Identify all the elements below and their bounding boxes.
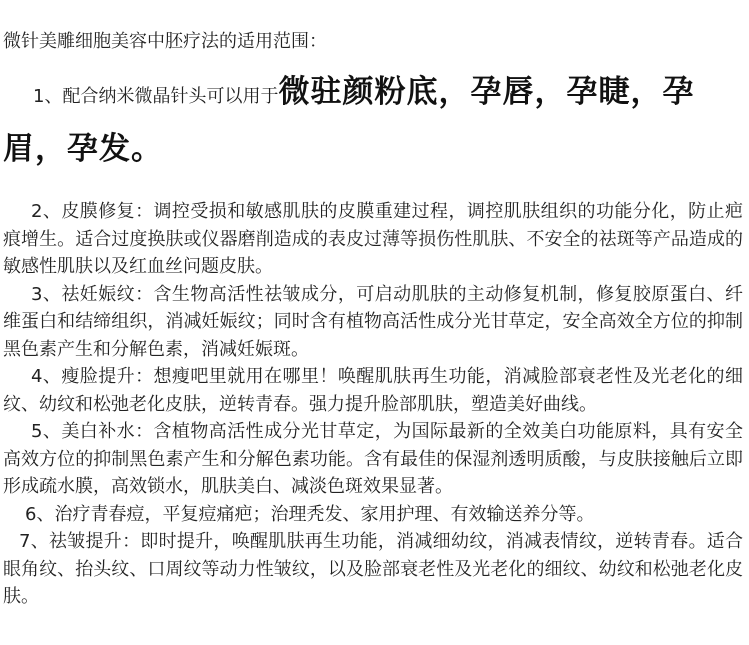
item-3: 3、祛妊娠纹：含生物高活性祛皱成分，可启动肌肤的主动修复机制，修复胶原蛋白、纤维蛋白和结缔组织，消减妊娠纹；同时含有植物高活性成分光甘草定，安全高效全方位的抑制黑色素产生和分解色素，消减妊娠斑。 <box>3 283 743 360</box>
item-5: 5、美白补水：含植物高活性成分光甘草定，为国际最新的全效美白功能原料，具有安全高效方位的抑制黑色素产生和分解色素功能。含有最佳的保湿剂透明质酸，与皮肤接触后立即形成疏水膜，高效锁水，肌肤美白、减淡色斑效果显著。 <box>3 421 743 497</box>
item-7: 7、祛皱提升：即时提升，唤醒肌肤再生功能，消减细幼纹，消减表情纹，逆转青春。适合眼角纹、抬头纹、口周纹等动力性皱纹，以及脸部衰老性及光老化的细纹、幼纹和松弛老化皮肤。 <box>3 531 743 607</box>
item-6: 6、治疗青春痘，平复痘痛疤；治理秃发、家用护理、有效输送养分等。 <box>25 503 595 525</box>
item-4: 4、瘦脸提升：想瘦吧里就用在哪里！唤醒肌肤再生功能，消减脸部衰老性及光老化的细纹、幼纹和松弛老化皮肤，逆转青春。强力提升脸部肌肤，塑造美好曲线。 <box>3 366 743 415</box>
item-1 <box>3 66 743 180</box>
item-2: 2、皮膜修复：调控受损和敏感肌肤的皮膜重建过程，调控肌肤组织的功能分化，防止疤痕增生。适合过度换肤或仪器磨削造成的表皮过薄等损伤性肌肤、不安全的祛斑等产品造成的敏感性肌肤以及红血丝问题皮肤。 <box>3 201 743 277</box>
item-1-emphasis: 微驻颜粉底，孕唇，孕睫，孕眉，孕发。 <box>3 74 695 167</box>
item-1-prefix: 1、配合纳米微晶针头可以用于 <box>33 86 279 107</box>
items-list <box>3 198 743 611</box>
document-title: 微针美雕细胞美容中胚疗法的适用范围： <box>3 31 327 52</box>
